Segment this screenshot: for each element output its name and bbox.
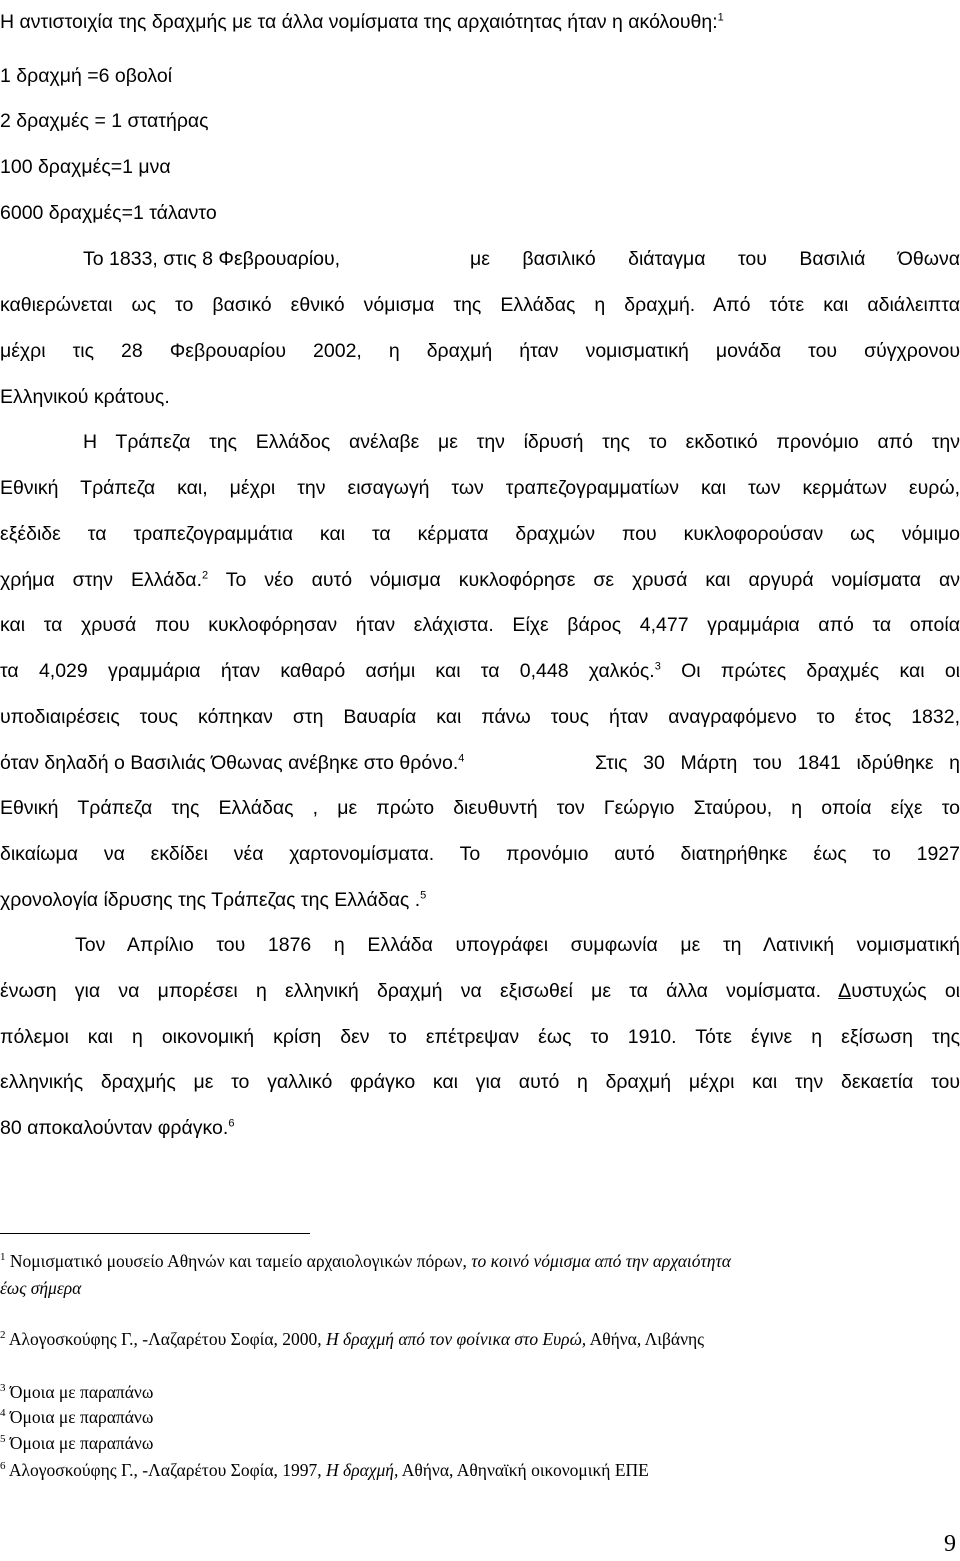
text-span: χρονολογία ίδρυσης της Τράπεζας της Ελλάδας . <box>0 889 421 911</box>
footnote-1 <box>0 1250 960 1272</box>
paragraph-2-line: και τα χρυσά που κυκλοφόρησαν ήταν ελάχιστα. Είχε βάρος 4,477 γραμμάρια από τα οποία <box>0 614 960 636</box>
paragraph-2-line <box>0 887 960 913</box>
equivalence-item: 100 δραχμές=1 μνα <box>0 156 171 178</box>
text-span: Νομισματικό μουσείο Αθηνών και ταμείο αρχαιολογικών πόρων, <box>9 1251 472 1271</box>
intro-line <box>0 9 960 35</box>
text-span: Όμοια με παραπάνω <box>9 1407 154 1427</box>
paragraph-2-line: Εθνική Τράπεζα της Ελλάδας , με πρώτο διευθυντή τον Γεώργιο Σταύρου, η οποία είχε το <box>0 797 960 819</box>
text-span: το κοινό νόμισμα από την αρχαιότητα <box>471 1251 731 1271</box>
paragraph-2-line <box>0 567 960 593</box>
text-span: Αλογοσκούφης Γ., -Λαζαρέτου Σοφία, 1997, <box>8 1460 327 1480</box>
footnote-3 <box>0 1381 960 1403</box>
paragraph-2-line: Η Τράπεζα της Ελλάδος ανέλαβε με την ίδρυσή της το εκδοτικό προνόμιο από την <box>83 431 960 453</box>
paragraph-2-line <box>0 658 960 684</box>
paragraph-1-line: Ελληνικού κράτους. <box>0 386 170 408</box>
footnote-ref-6: 6 <box>228 1117 235 1130</box>
footnote-number: 1 <box>0 1251 6 1264</box>
footnote-number: 2 <box>0 1329 6 1342</box>
text-span: τα 4,029 γραμμάρια ήταν καθαρό ασήμι και τα 0,448 χαλκός. <box>0 660 655 682</box>
equivalence-item: 1 δραχμή =6 οβολοί <box>0 65 173 87</box>
text-span: Δ <box>838 980 852 1002</box>
footnote-6 <box>0 1459 960 1481</box>
paragraph-3-line <box>0 1115 960 1141</box>
footnote-number: 5 <box>0 1433 6 1446</box>
text-span: 80 αποκαλούνταν φράγκο. <box>0 1117 229 1139</box>
paragraph-2-line: υποδιαιρέσεις τους κόπηκαν στη Βαυαρία και πάνω τους ήταν αναγραφόμενο το έτος 1832, <box>0 706 960 728</box>
text-span: Αθήνα, Λιβάνης <box>586 1329 705 1349</box>
text-span: Η δραχμή, <box>326 1460 399 1480</box>
footnote-ref-3: 3 <box>654 660 661 673</box>
equivalence-item: 2 δραχμές = 1 στατήρας <box>0 110 209 132</box>
text-span: Στις 30 Μάρτη του 1841 ιδρύθηκε η <box>595 752 960 774</box>
footnote-ref-4: 4 <box>458 752 465 765</box>
paragraph-2-line: δικαίωμα να εκδίδει νέα χαρτονομίσματα. Το προνόμιο αυτό διατηρήθηκε έως το 1927 <box>0 843 960 865</box>
text-span: όταν δηλαδή ο Βασιλιάς Όθωνας ανέβηκε στο θρόνο. <box>0 752 459 774</box>
paragraph-3-line: πόλεμοι και η οικονομική κρίση δεν το επέτρεψαν έως το 1910. Τότε έγινε η εξίσωση της <box>0 1026 960 1048</box>
paragraph-2-line: Εθνική Τράπεζα και, μέχρι την εισαγωγή των τραπεζογραμματίων και των κερμάτων ευρώ, <box>0 477 960 499</box>
equivalence-item: 6000 δραχμές=1 τάλαντο <box>0 202 217 224</box>
footnote-4 <box>0 1406 960 1428</box>
page-number: 9 <box>944 1531 956 1557</box>
text-span: Το νέο αυτό νόμισμα κυκλοφόρησε σε χρυσά και αργυρά νομίσματα αν <box>208 569 960 591</box>
text-span: Όμοια με παραπάνω <box>9 1382 154 1402</box>
paragraph-1-line: καθιερώνεται ως το βασικό εθνικό νόμισμα της Ελλάδας η δραχμή. Από τότε και αδιάλειπτα <box>0 294 960 316</box>
text-span: υστυχώς οι <box>851 980 960 1002</box>
paragraph-2-line: εξέδιδε τα τραπεζογραμμάτια και τα κέρματα δραχμών που κυκλοφορούσαν ως νόμιμο <box>0 523 960 545</box>
text-span: χρήμα στην Ελλάδα. <box>0 569 203 591</box>
paragraph-1-line <box>83 246 960 272</box>
footnote-number: 6 <box>0 1460 6 1473</box>
text-span: Οι πρώτες δραχμές και οι <box>660 660 960 682</box>
paragraph-3-line: Τον Απρίλιο του 1876 η Ελλάδα υπογράφει συμφωνία με τη Λατινική νομισματική <box>75 934 960 956</box>
text-span: Αθήνα, Αθηναϊκή οικονομική ΕΠΕ <box>398 1460 649 1480</box>
intro-text: Η αντιστοιχία της δραχμής με τα άλλα νομίσματα της αρχαιότητας ήταν η ακόλουθη: <box>0 11 718 33</box>
text-span: έως σήμερα <box>0 1278 82 1298</box>
text-span: Όμοια με παραπάνω <box>9 1433 154 1453</box>
footnote-ref-5: 5 <box>420 889 427 902</box>
footnote-1-cont <box>0 1277 960 1299</box>
paragraph-1-line: μέχρι τις 28 Φεβρουαρίου 2002, η δραχμή ήταν νομισματική μονάδα του σύγχρονου <box>0 340 960 362</box>
text-span: Η δραχμή από τον φοίνικα στο Ευρώ, <box>326 1329 587 1349</box>
footnote-ref-2: 2 <box>202 569 209 582</box>
footnote-ref-1: 1 <box>717 11 724 24</box>
text-span: Αλογοσκούφης Γ., -Λαζαρέτου Σοφία, 2000, <box>8 1329 327 1349</box>
text-span: Το 1833, στις 8 Φεβρουαρίου, <box>83 248 341 270</box>
paragraph-3-line <box>0 978 960 1004</box>
paragraph-2-line <box>0 750 960 776</box>
paragraph-3-line: ελληνικής δραχμής με το γαλλικό φράγκο και για αυτό η δραχμή μέχρι και την δεκαετία του <box>0 1071 960 1093</box>
footnote-5 <box>0 1432 960 1454</box>
footnote-number: 4 <box>0 1407 6 1420</box>
footnote-number: 3 <box>0 1382 6 1395</box>
footnote-2 <box>0 1328 960 1350</box>
text-span: με βασιλικό διάταγμα του Βασιλιά Όθωνα <box>470 248 960 270</box>
footnote-separator <box>0 1233 310 1234</box>
text-span: ένωση για να μπορέσει η ελληνική δραχμή να εξισωθεί με τα άλλα νομίσματα. <box>0 980 821 1002</box>
